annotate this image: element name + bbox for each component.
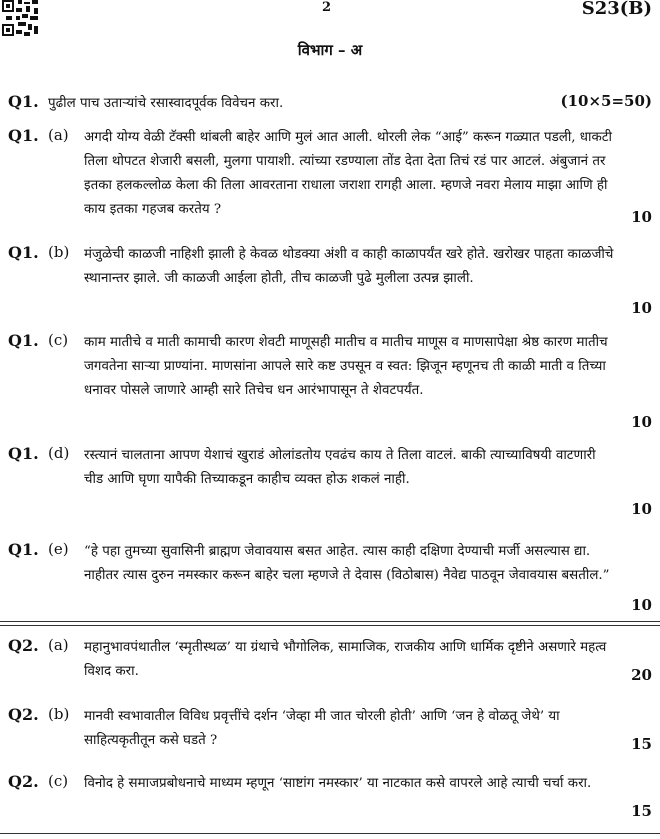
question-marks: (10×5=50) xyxy=(560,92,652,110)
question-part: (d) xyxy=(48,444,70,462)
question-label: Q1. xyxy=(8,540,39,559)
page-number: 2 xyxy=(322,0,332,15)
question-marks: 10 xyxy=(631,299,652,317)
question-text: अगदी योग्य वेळी टॅक्सी थांबली बाहेर आणि मुलं आत आली. थोरली लेक “आई” करून गळ्यात पडली, धाकटी तिला थोपटत शेजारी बसली, मुलगा पायाशी. त्यांच्या रडण्याला तोंड देता देता तिचं रडं पार आटलं. अंबुजानं तर इतका हलकल्लोळ केला की तिला आवरताना राधाला जराशा रागही आला. म्हणजे नवरा मेलाय माझा आणि ही काय इतका गहजब करतेय ? xyxy=(84,130,613,217)
question-label: Q2. xyxy=(8,772,39,791)
question-marks: 10 xyxy=(631,500,652,518)
question-part: (a) xyxy=(48,636,69,654)
question-text: काम मातीचे व माती कामाची कारण शेवटी माणूसही मातीच व मातीच माणूस व माणसापेक्षा श्रेष्ठ कारण मातीच जगवतेना साऱ्या प्राण्यांना. माणसांना आपले सारे कष्ट उपसून व स्वत: झिजून म्हणूनच ती काळी माती व तिच्या धनावर पोसले जाणारे आम्ही सारे तिचेच धन आरंभापासून ते शेवटपर्यंत. xyxy=(84,335,608,398)
question-text: मंजुळेची काळजी नाहिशी झाली हे केवळ थोडक्या अंशी व काही काळापर्यंत खरे होते. खरोखर पाहता काळजीचे स्थानान्तर झाले. जी काळजी आईला होती, तीच काळजी पुढे मुलीला उत्पन्न झाली. xyxy=(84,247,614,286)
question-marks: 15 xyxy=(631,735,652,753)
divider xyxy=(0,833,660,834)
question-part: (a) xyxy=(48,126,69,144)
question-marks: 10 xyxy=(631,596,652,614)
question-part: (e) xyxy=(48,540,69,558)
question-label: Q1. xyxy=(8,444,39,463)
question-text: पुढील पाच उताऱ्यांचे रसास्वादपूर्वक विवेचन करा. xyxy=(48,96,284,111)
question-marks: 10 xyxy=(631,413,652,431)
question-text: रस्त्यानं चालताना आपण येशाचं खुराडं ओलांडतोय एवढंच काय ते तिला वाटलं. बाकी त्याच्याविषयी वाटणारी चीड आणि घृणा यापैकी तिच्याकडून काहीच व्यक्त होऊ शकलं नाही. xyxy=(84,448,596,487)
question-text: “हे पहा तुमच्या सुवासिनी ब्राह्मण जेवावयास बसत आहेत. त्यास काही दक्षिणा देण्याची मर्जी असल्यास द्या. नाहीतर त्यास दुरुन नमस्कार करून बाहेर चला म्हणजे ते देवास (विठोबास) नैवेद्य पाठवून जेवावयास बसतील.” xyxy=(84,544,610,583)
question-text: मानवी स्वभावातील विविध प्रवृत्तींचे दर्शन ‘जेव्हा मी जात चोरली होती’ आणि ‘जन हे वोळतू जेथे’ या साहित्यकृतीतून कसे घडते ? xyxy=(84,709,560,748)
question-part: (c) xyxy=(48,772,69,790)
question-text: विनोद हे समाजप्रबोधनाचे माध्यम म्हणून ‘साष्टांग नमस्कार’ या नाटकात कसे वापरले आहे त्याची चर्चा करा. xyxy=(84,776,592,791)
question-part: (b) xyxy=(48,705,70,723)
question-marks: 15 xyxy=(631,802,652,820)
question-marks: 20 xyxy=(631,666,652,684)
question-marks: 10 xyxy=(631,208,652,226)
question-label: Q2. xyxy=(8,636,39,655)
question-label: Q1. xyxy=(8,126,39,145)
question-label: Q1. xyxy=(8,331,39,350)
question-part: (b) xyxy=(48,243,70,261)
section-title: विभाग – अ xyxy=(297,41,363,59)
paper-code: S23(B) xyxy=(581,0,652,19)
question-label: Q2. xyxy=(8,705,39,724)
divider xyxy=(0,621,660,626)
qr-code-icon xyxy=(2,0,42,36)
question-part: (c) xyxy=(48,331,69,349)
question-label: Q1. xyxy=(8,92,39,111)
question-text: महानुभावपंथातील ‘स्मृतीस्थळ’ या ग्रंथाचे भौगोलिक, सामाजिक, राजकीय आणि धार्मिक दृष्टीने असणारे महत्व विशद करा. xyxy=(84,640,607,679)
question-label: Q1. xyxy=(8,243,39,262)
